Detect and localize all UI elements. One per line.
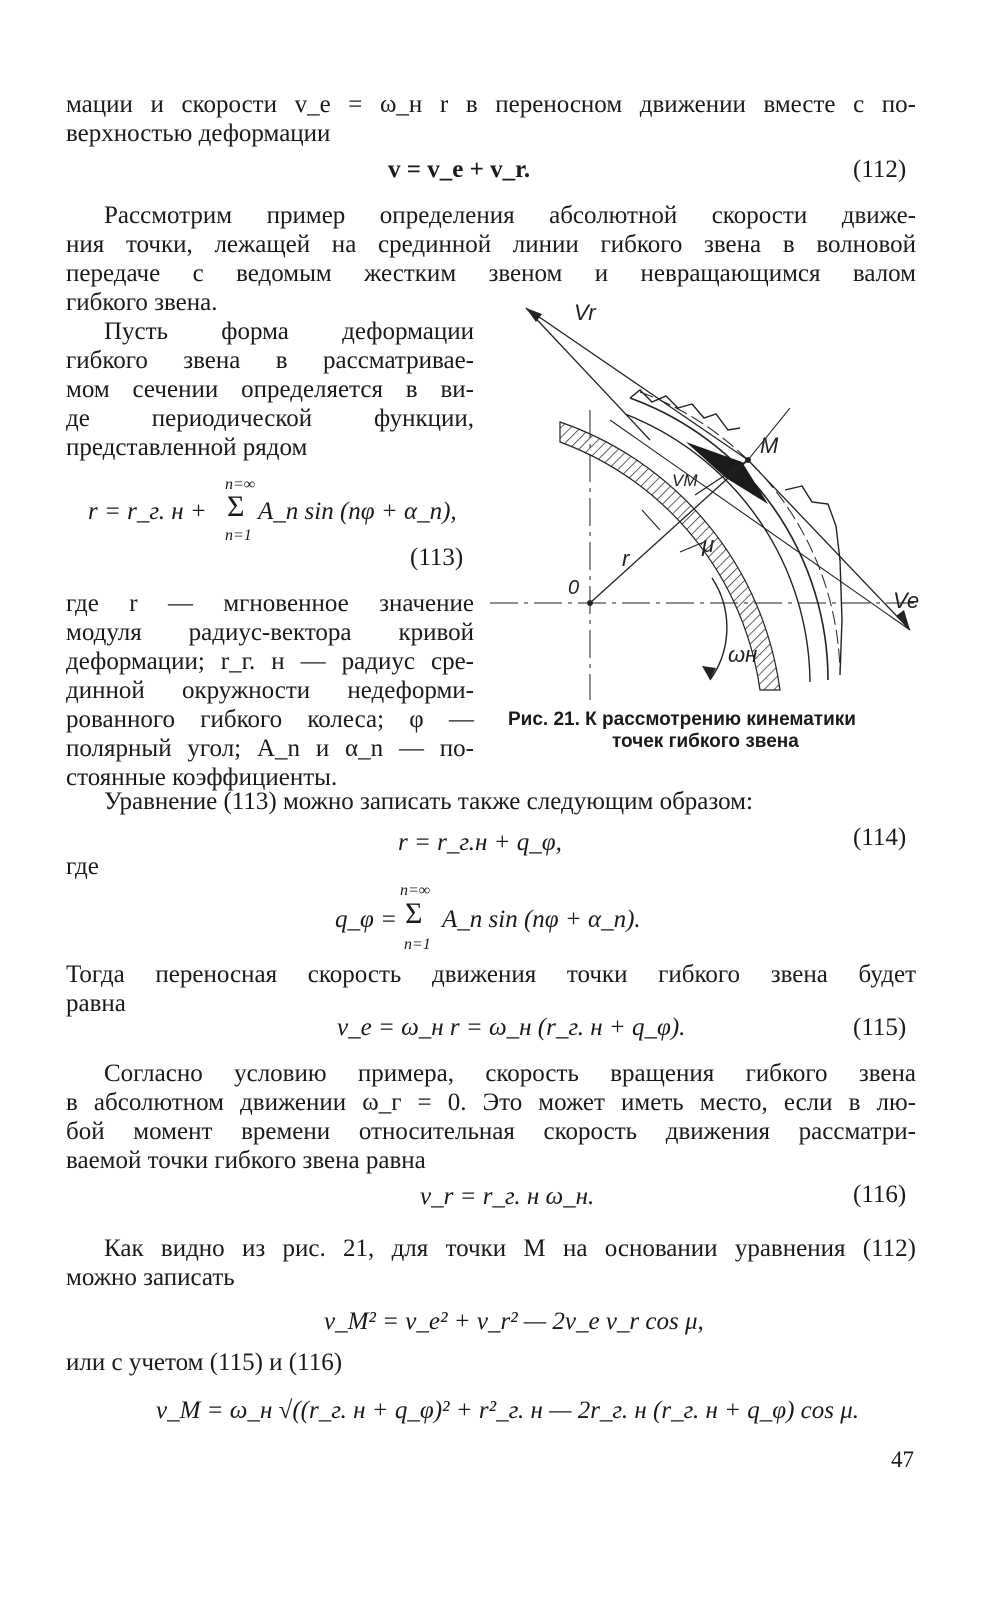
vr-parallel-line bbox=[526, 308, 650, 440]
paragraph-line: динной окружности недеформи- bbox=[66, 677, 474, 704]
equation-113-lhs: r = r_г. н + bbox=[88, 498, 207, 525]
paragraph-line: модуля радиус-вектора кривой bbox=[66, 619, 474, 646]
paragraph-line: Уравнение (113) можно записать также следующим образом: bbox=[104, 788, 753, 815]
paragraph-line: стоянные коэффициенты. bbox=[66, 764, 338, 791]
paragraph-line: Рассмотрим пример определения абсолютной скорости движе- bbox=[104, 202, 916, 229]
paragraph-line: Как видно из рис. 21, для точки M на основании уравнения (112) bbox=[104, 1235, 916, 1262]
ve-arrowhead bbox=[896, 610, 910, 630]
paragraph-line: мации и скорости v_e = ω_н r в переносном движении вместе с по- bbox=[66, 91, 916, 118]
paragraph-line: где bbox=[66, 853, 99, 880]
middle-line-dashed bbox=[640, 392, 840, 675]
label-r: r bbox=[622, 546, 630, 571]
paragraph-line: бой момент времени относительная скорость движения рассматри- bbox=[66, 1118, 916, 1145]
flexible-ring-outer bbox=[630, 398, 828, 680]
label-vr: Vr bbox=[574, 300, 596, 325]
sum-sign: Σ bbox=[227, 490, 245, 523]
vr-vector bbox=[526, 308, 748, 460]
paragraph-line: гибкого звена. bbox=[66, 289, 218, 316]
equation-115: v_e = ω_н r = ω_н (r_г. н + q_φ). bbox=[337, 1014, 686, 1041]
paragraph-line: ния точки, лежащей на срединной линии гибкого звена в волновой bbox=[66, 231, 916, 258]
equation-q-rhs: A_n sin (nφ + α_n). bbox=[442, 906, 641, 933]
paragraph-line: рованного гибкого колеса; φ — bbox=[66, 706, 474, 733]
paragraph-line: где r — мгновенное значение bbox=[66, 590, 474, 617]
equation-number: (112) bbox=[853, 156, 907, 183]
equation-112: v = v_e + v_r. bbox=[388, 156, 531, 183]
ve-vector bbox=[748, 460, 910, 630]
label-mu: μ bbox=[702, 532, 715, 557]
paragraph-line: или с учетом (115) и (116) bbox=[66, 1349, 343, 1376]
omega-arc bbox=[710, 578, 727, 680]
paragraph-line: деформации; r_г. н — радиус сре- bbox=[66, 648, 474, 675]
flex-outer-bulge bbox=[785, 486, 842, 675]
page-number: 47 bbox=[891, 1447, 914, 1472]
equation-number: (116) bbox=[853, 1181, 907, 1208]
paragraph-line: мом сечении определяется в ви- bbox=[66, 376, 474, 403]
paragraph-line: можно записать bbox=[66, 1264, 235, 1291]
sum-lower-limit: n=1 bbox=[404, 936, 431, 953]
paragraph-line: де периодической функции, bbox=[66, 405, 474, 432]
paragraph-line: Согласно условию примера, скорость вращения гибкого звена bbox=[104, 1060, 916, 1087]
paragraph-line: полярный угол; A_n и α_n — по- bbox=[66, 735, 474, 762]
figure-21 bbox=[490, 290, 930, 705]
sum-sign: Σ bbox=[405, 897, 423, 930]
equation-number: (113) bbox=[410, 544, 464, 571]
paragraph-line: Пусть форма деформации bbox=[104, 318, 474, 345]
mu-marker-1 bbox=[642, 510, 660, 530]
paragraph-line: верхностью деформации bbox=[66, 120, 331, 147]
label-O: 0 bbox=[568, 577, 580, 599]
equation-q-lhs: q_φ = bbox=[335, 906, 397, 933]
kinematics-diagram bbox=[490, 290, 930, 705]
paragraph-line: равна bbox=[66, 990, 126, 1017]
paragraph-line: гибкого звена в рассматривае- bbox=[66, 347, 474, 374]
equation-116: v_r = r_г. н ω_н. bbox=[420, 1183, 595, 1210]
sum-upper-limit: n=∞ bbox=[400, 882, 431, 899]
label-vM: VM bbox=[672, 471, 698, 490]
sum-lower-limit: n=1 bbox=[225, 527, 252, 544]
label-M: M bbox=[760, 433, 779, 458]
equation-113-rhs: A_n sin (nφ + α_n), bbox=[258, 498, 457, 525]
paragraph-line: передаче с ведомым жестким звеном и невращающимся валом bbox=[66, 260, 916, 287]
label-omega: ωн bbox=[728, 642, 758, 667]
figure-caption-line1: Рис. 21. К рассмотрению кинематики bbox=[508, 709, 856, 730]
equation-vm-squared: v_M² = v_e² + v_r² — 2v_e v_r cos μ, bbox=[324, 1308, 704, 1335]
paragraph-line: Тогда переносная скорость движения точки гибкого звена будет bbox=[66, 961, 916, 988]
paragraph-line: представленной рядом bbox=[66, 434, 308, 461]
sum-upper-limit: n=∞ bbox=[225, 476, 256, 493]
figure-caption-line2: точек гибкого звена bbox=[612, 731, 799, 752]
paragraph-line: в абсолютном движении ω_г = 0. Это может иметь место, если в лю- bbox=[66, 1089, 916, 1116]
equation-114: r = r_г.н + q_φ, bbox=[398, 829, 562, 856]
label-ve: Ve bbox=[893, 588, 920, 613]
equation-number: (114) bbox=[853, 824, 907, 851]
origin-point bbox=[587, 600, 593, 606]
equation-vm: v_M = ω_н √((r_г. н + q_φ)² + r²_г. н — 2r_г. н (r_г. н + q_φ) cos μ. bbox=[156, 1397, 860, 1424]
paragraph-line: ваемой точки гибкого звена равна bbox=[66, 1147, 426, 1174]
contact-zone bbox=[686, 442, 768, 504]
equation-number: (115) bbox=[853, 1014, 907, 1041]
